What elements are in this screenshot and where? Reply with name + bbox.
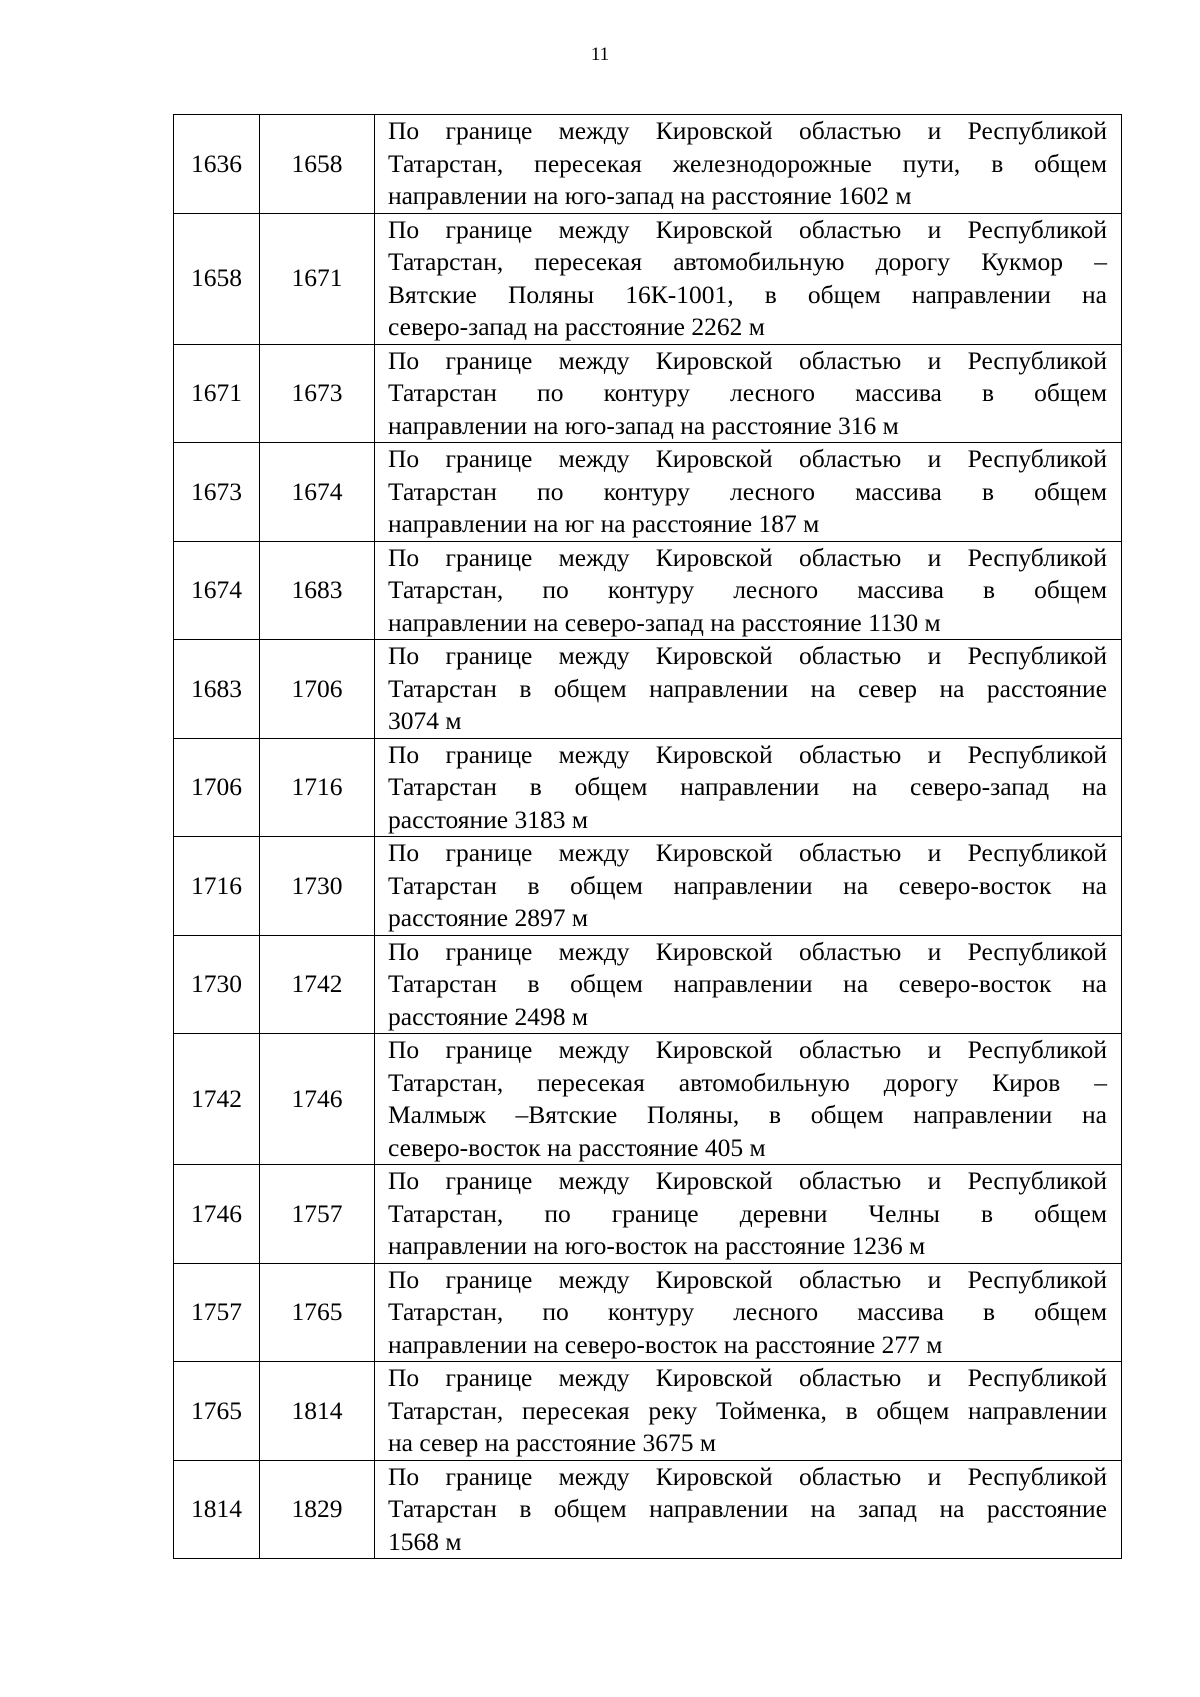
- point-to-cell: 1746: [260, 1034, 375, 1165]
- table-row: [174, 443, 1122, 542]
- point-from-cell: 1765: [174, 1362, 260, 1461]
- table-row: [174, 738, 1122, 837]
- description-line: северо-восток на расстояние 405 м: [388, 1132, 766, 1162]
- point-to-cell: 1765: [260, 1263, 375, 1362]
- point-to-cell: 1674: [260, 443, 375, 542]
- table-row: [174, 1362, 1122, 1461]
- description-line: 3074 м: [388, 706, 462, 735]
- description-cell: [375, 1263, 1122, 1362]
- description-line: направлении на северо-восток на расстояние 277 м: [388, 1329, 943, 1359]
- description-cell: [375, 1460, 1122, 1559]
- point-from-cell: 1683: [174, 640, 260, 739]
- description-line: Татарстан в общем направлении на запад на расстояние: [388, 1494, 1107, 1523]
- description-line: на север на расстояние 3675 м: [388, 1428, 716, 1457]
- point-to-cell: 1757: [260, 1165, 375, 1264]
- point-to-cell: 1671: [260, 213, 375, 344]
- table-row: [174, 1165, 1122, 1264]
- description-cell: [375, 1165, 1122, 1264]
- boundary-table: [173, 114, 1122, 1559]
- point-to-cell: 1814: [260, 1362, 375, 1461]
- description-line: направлении на юго-запад на расстояние 1602 м: [388, 181, 912, 210]
- description-cell: [375, 1362, 1122, 1461]
- description-line: Малмыж –Вятские Поляны, в общем направлении на: [388, 1100, 1107, 1129]
- description-line: Татарстан в общем направлении на северо-восток на: [388, 870, 1107, 900]
- point-to-cell: 1683: [260, 541, 375, 640]
- description-line: По границе между Кировской областью и Республикой: [388, 1264, 1107, 1294]
- description-line: Татарстан, пересекая реку Тойменка, в общем направлении: [388, 1395, 1107, 1425]
- table-row: [174, 935, 1122, 1034]
- point-from-cell: 1716: [174, 837, 260, 936]
- table-row: [174, 541, 1122, 640]
- description-cell: [375, 640, 1122, 739]
- table-row: [174, 640, 1122, 739]
- description-line: направлении на северо-запад на расстояние 1130 м: [388, 607, 941, 637]
- description-line: По границе между Кировской областью и Республикой: [388, 116, 1107, 145]
- description-line: По границе между Кировской областью и Республикой: [388, 838, 1107, 867]
- point-from-cell: 1671: [174, 344, 260, 443]
- description-line: По границе между Кировской областью и Республикой: [388, 1166, 1107, 1195]
- description-cell: [375, 935, 1122, 1034]
- table-row: [174, 344, 1122, 443]
- point-from-cell: 1674: [174, 541, 260, 640]
- point-to-cell: 1706: [260, 640, 375, 739]
- table-row: [174, 213, 1122, 344]
- description-line: направлении на юго-восток на расстояние 1236 м: [388, 1231, 926, 1260]
- description-line: По границе между Кировской областью и Республикой: [388, 214, 1107, 244]
- table-row: [174, 115, 1122, 214]
- description-cell: [375, 541, 1122, 640]
- point-to-cell: 1673: [260, 344, 375, 443]
- description-cell: [375, 115, 1122, 214]
- table-row: [174, 1263, 1122, 1362]
- point-from-cell: 1746: [174, 1165, 260, 1264]
- description-cell: [375, 344, 1122, 443]
- description-cell: [375, 837, 1122, 936]
- point-from-cell: 1636: [174, 115, 260, 214]
- description-line: Татарстан, пересекая автомобильную дорогу Кукмор –: [388, 247, 1107, 276]
- description-line: направлении на юг на расстояние 187 м: [388, 509, 820, 538]
- description-line: Татарстан в общем направлении на северо-восток на: [388, 969, 1107, 998]
- description-line: По границе между Кировской областью и Республикой: [388, 641, 1107, 670]
- point-from-cell: 1757: [174, 1263, 260, 1362]
- description-cell: [375, 443, 1122, 542]
- description-line: По границе между Кировской областью и Республикой: [388, 444, 1107, 473]
- point-from-cell: 1658: [174, 213, 260, 344]
- table-row: [174, 1460, 1122, 1559]
- description-line: По границе между Кировской областью и Республикой: [388, 1035, 1107, 1064]
- point-from-cell: 1742: [174, 1034, 260, 1165]
- table-body: [174, 115, 1122, 1559]
- point-from-cell: 1706: [174, 738, 260, 837]
- table-row: [174, 837, 1122, 936]
- description-cell: [375, 738, 1122, 837]
- page-number: 11: [590, 44, 610, 65]
- description-cell: [375, 1034, 1122, 1165]
- description-line: северо-запад на расстояние 2262 м: [388, 312, 765, 341]
- point-from-cell: 1673: [174, 443, 260, 542]
- point-to-cell: 1742: [260, 935, 375, 1034]
- point-to-cell: 1658: [260, 115, 375, 214]
- point-from-cell: 1814: [174, 1460, 260, 1559]
- description-line: Татарстан по контуру лесного массива в общем: [388, 476, 1107, 506]
- description-line: По границе между Кировской областью и Республикой: [388, 345, 1107, 375]
- description-line: Татарстан в общем направлении на север на расстояние: [388, 673, 1107, 703]
- point-from-cell: 1730: [174, 935, 260, 1034]
- description-line: направлении на юго-запад на расстояние 316 м: [388, 410, 899, 440]
- description-line: По границе между Кировской областью и Республикой: [388, 1363, 1107, 1392]
- table-row: [174, 1034, 1122, 1165]
- description-line: расстояние 2897 м: [388, 903, 589, 932]
- point-to-cell: 1716: [260, 738, 375, 837]
- description-line: По границе между Кировской областью и Республикой: [388, 739, 1107, 769]
- description-line: Татарстан, по контуру лесного массива в общем: [388, 575, 1107, 604]
- point-to-cell: 1730: [260, 837, 375, 936]
- description-line: По границе между Кировской областью и Республикой: [388, 1461, 1107, 1491]
- description-line: По границе между Кировской областью и Республикой: [388, 542, 1107, 572]
- description-line: 1568 м: [388, 1526, 462, 1556]
- description-line: Татарстан в общем направлении на северо-запад на: [388, 772, 1107, 801]
- description-line: Татарстан, пересекая автомобильную дорогу Киров –: [388, 1067, 1107, 1097]
- description-line: По границе между Кировской областью и Республикой: [388, 936, 1107, 966]
- description-line: расстояние 2498 м: [388, 1001, 589, 1031]
- point-to-cell: 1829: [260, 1460, 375, 1559]
- description-cell: [375, 213, 1122, 344]
- description-line: расстояние 3183 м: [388, 804, 589, 834]
- description-line: Вятские Поляны 16К-1001, в общем направлении на: [388, 279, 1107, 309]
- description-line: Татарстан, по границе деревни Челны в общем: [388, 1198, 1107, 1228]
- description-line: Татарстан, пересекая железнодорожные пути, в общем: [388, 148, 1107, 178]
- description-line: Татарстан, по контуру лесного массива в общем: [388, 1297, 1107, 1326]
- description-line: Татарстан по контуру лесного массива в общем: [388, 378, 1107, 407]
